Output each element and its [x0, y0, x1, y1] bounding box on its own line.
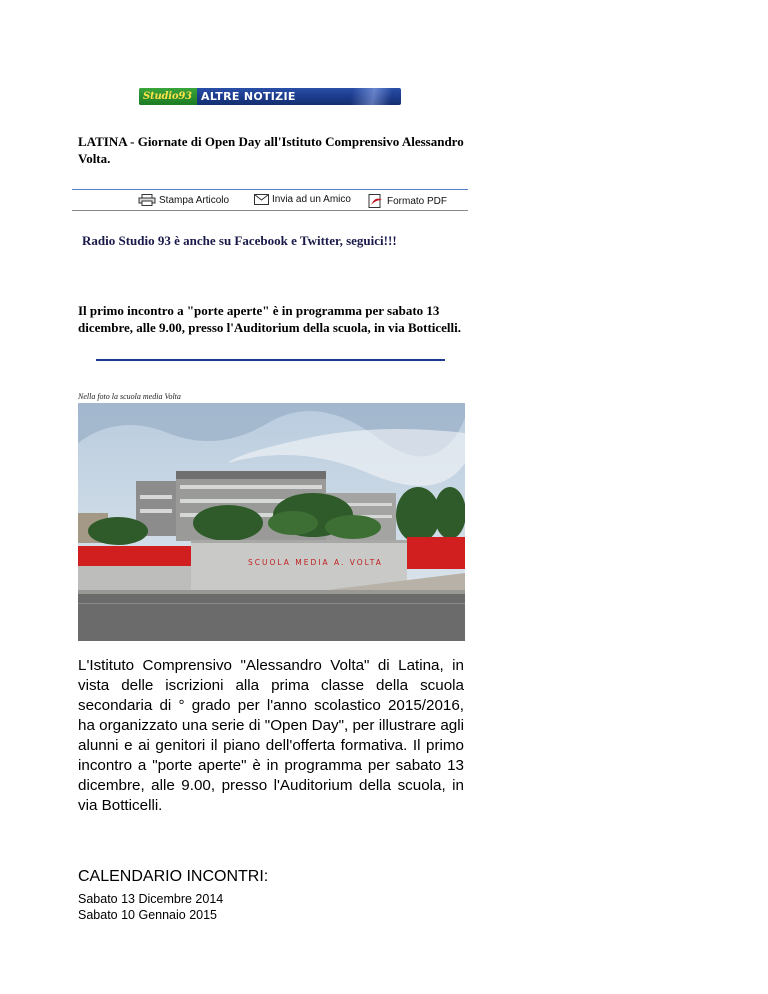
- calendar-date-item: Sabato 10 Gennaio 2015: [78, 908, 218, 922]
- calendar-dates: [78, 891, 223, 923]
- email-friend-label: Invia ad un Amico: [272, 194, 351, 205]
- school-photo: [78, 403, 465, 641]
- wall-sign-text: SCUOLA MEDIA A. VOLTA: [248, 558, 383, 567]
- photo-caption: Nella foto la scuola media Volta: [78, 392, 181, 401]
- toolbar-top-divider: [72, 189, 468, 190]
- banner-swoosh: [331, 88, 401, 105]
- studio93-logo: Studio93: [139, 88, 197, 105]
- article-body: L'Istituto Comprensivo "Alessandro Volta" di Latina, in vista delle iscrizioni alla prima classe della scuola secondaria di ° grado per l'anno scolastico 2015/2016, ha organizzato una serie di "Open Day", per illustrare agli alunni e ai genitori il piano dell'offerta formativa. Il primo incontro a "porte aperte" è in programma per sabato 13 dicembre, alle 9.00, presso l'Auditorium della scuola, in via Botticelli.: [78, 657, 464, 814]
- print-article-label: Stampa Articolo: [159, 194, 230, 206]
- pdf-format-label: Formato PDF: [387, 195, 448, 207]
- pdf-icon: [368, 194, 384, 208]
- envelope-icon: [254, 194, 269, 205]
- article-toolbar: [72, 191, 468, 209]
- calendar-date-item: Sabato 13 Dicembre 2014: [78, 892, 224, 906]
- email-friend-button[interactable]: [254, 194, 351, 205]
- toolbar-bottom-divider: [72, 210, 468, 211]
- lead-divider: [96, 359, 445, 361]
- print-article-button[interactable]: [138, 194, 229, 206]
- school-building-image: [78, 403, 465, 641]
- article-title: LATINA - Giornate di Open Day all'Istituto Comprensivo Alessandro Volta.: [78, 134, 464, 166]
- calendar-title: CALENDARIO INCONTRI:: [78, 868, 269, 885]
- pdf-format-button[interactable]: [368, 194, 447, 208]
- social-notice: Radio Studio 93 è anche su Facebook e Twitter, seguici!!!: [82, 233, 397, 248]
- printer-icon: [138, 194, 156, 206]
- banner-label: ALTRE NOTIZIE: [201, 90, 296, 103]
- article-lead: Il primo incontro a "porte aperte" è in programma per sabato 13 dicembre, alle 9.00, presso l'Auditorium della scuola, in via Botticelli.: [78, 303, 462, 335]
- altre-notizie-banner[interactable]: [139, 88, 401, 105]
